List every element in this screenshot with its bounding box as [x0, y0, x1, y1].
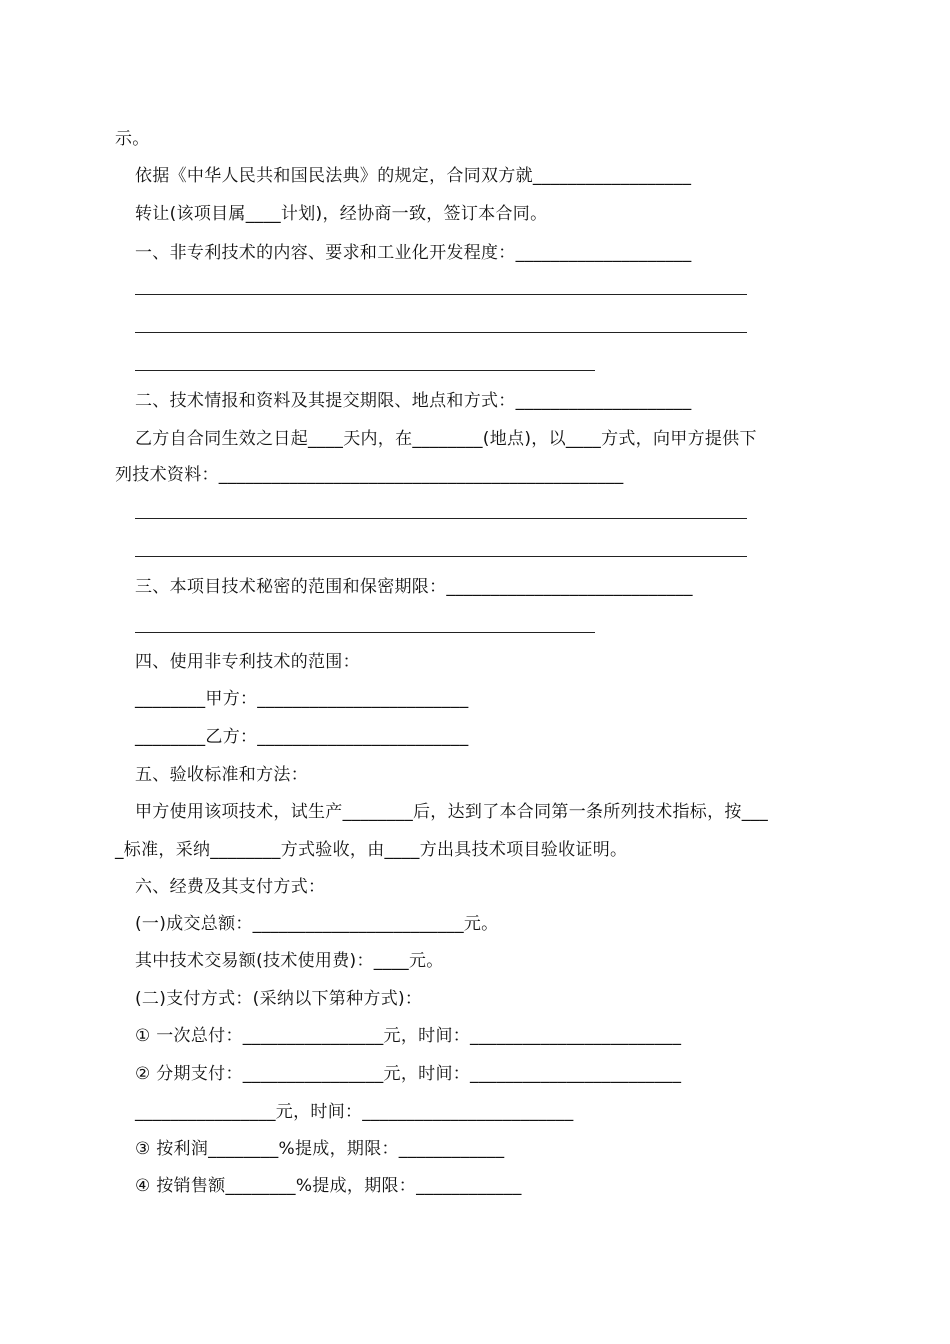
text-line: 四、使用非专利技术的范围： — [135, 652, 360, 672]
text-line: ________甲方：________________________ — [135, 689, 469, 709]
text-line: ① 一次总付：________________元，时间：________________________ — [135, 1026, 682, 1046]
text-line: _标准，采纳________方式验收，由____方出具技术项目验收证明。 — [115, 840, 628, 860]
text-line: 三、本项目技术秘密的范围和保密期限：____________________________ — [135, 577, 693, 597]
blank-line — [135, 332, 747, 333]
blank-line — [135, 556, 747, 557]
text-line: (二)支付方式：(采纳以下第种方式)： — [135, 989, 423, 1009]
text-line: ③ 按利润________%提成，期限：____________ — [135, 1139, 505, 1159]
text-line: 其中技术交易额(技术使用费)：____元。 — [135, 951, 444, 971]
blank-line — [135, 370, 595, 371]
blank-line — [135, 632, 595, 633]
text-line: (一)成交总额：________________________元。 — [135, 914, 499, 934]
text-line: 二、技术情报和资料及其提交期限、地点和方式：____________________ — [135, 391, 692, 411]
text-line: 依据《中华人民共和国民法典》的规定，合同双方就__________________ — [135, 166, 692, 186]
blank-line — [135, 294, 747, 295]
text-line: ② 分期支付：________________元，时间：________________________ — [135, 1064, 682, 1084]
text-line: 列技术资料：______________________________________________ — [115, 465, 624, 485]
blank-line — [135, 518, 747, 519]
text-line: 一、非专利技术的内容、要求和工业化开发程度：____________________ — [135, 243, 692, 263]
text-line: ________乙方：________________________ — [135, 727, 469, 747]
text-line: 示。 — [115, 129, 150, 149]
text-line: 甲方使用该项技术，试生产________后，达到了本合同第一条所列技术指标，按___ — [135, 802, 769, 822]
text-line: 五、验收标准和方法： — [135, 765, 308, 785]
text-line: ________________元，时间：________________________ — [135, 1102, 574, 1122]
text-line: 六、经费及其支付方式： — [135, 877, 326, 897]
text-line: 乙方自合同生效之日起____天内，在________(地点)，以____方式，向甲方提供下 — [135, 429, 757, 449]
text-line: 转让(该项目属____计划)，经协商一致，签订本合同。 — [135, 204, 548, 224]
text-line: ④ 按销售额________%提成，期限：____________ — [135, 1176, 522, 1196]
